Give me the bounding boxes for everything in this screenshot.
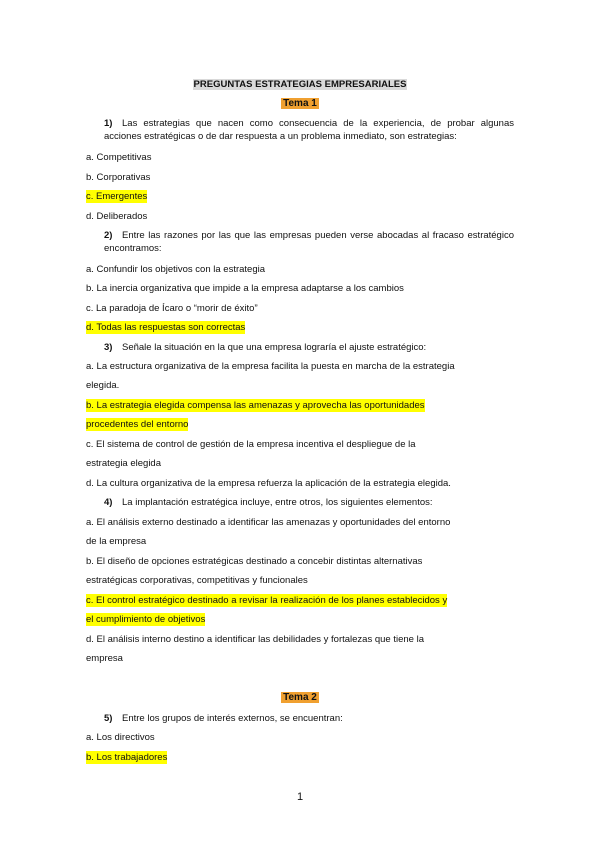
question-2 [104,229,514,255]
section-heading-tema-1: Tema 1 [283,98,317,109]
answer-option-correct: c. Emergentes [86,191,148,202]
answer-option-correct: b. La estrategia elegida compensa las amenazas y aprovecha las oportunidades [86,400,425,411]
question-text: Entre los grupos de interés externos, se encuentran: [122,713,343,724]
answer-option: estratégicas corporativas, competitivas y funcionales [86,575,308,586]
answer-option: a. Competitivas [86,152,152,163]
answer-option: a. El análisis externo destinado a identificar las amenazas y oportunidades del entorno [86,517,451,528]
answer-option: d. Deliberados [86,211,148,222]
answer-option: de la empresa [86,536,147,547]
answer-option: c. El sistema de control de gestión de la empresa incentiva el despliegue de la [86,439,416,450]
question-5 [104,712,514,725]
answer-option: a. Confundir los objetivos con la estrategia [86,264,266,275]
question-number: 3) [104,342,113,353]
answer-option-correct: el cumplimiento de objetivos [86,614,206,625]
answer-option: d. El análisis interno destino a identificar las debilidades y fortalezas que tiene la [86,634,424,645]
answer-option: a. La estructura organizativa de la empresa facilita la puesta en marcha de la estrategia [86,361,455,372]
question-text: Señale la situación en la que una empresa lograría el ajuste estratégico: [122,342,427,353]
page-number: 1 [296,791,304,803]
question-number: 5) [104,713,113,724]
answer-option-correct: b. Los trabajadores [86,752,168,763]
question-4 [104,496,514,509]
question-text: La implantación estratégica incluye, entre otros, los siguientes elementos: [122,497,433,508]
question-3 [104,341,514,354]
answer-option-correct: procedentes del entorno [86,419,189,430]
document-title: PREGUNTAS ESTRATEGIAS EMPRESARIALES [193,79,407,90]
answer-option: b. Corporativas [86,172,151,183]
answer-option: estrategia elegida [86,458,161,469]
answer-option: c. La paradoja de Ícaro o “morir de éxito” [86,303,258,314]
question-1 [104,117,514,143]
question-text: Entre las razones por las que las empresas pueden verse abocadas al fracaso estratégico encontramos: [104,230,514,254]
answer-option-correct: d. Todas las respuestas son correctas [86,322,246,333]
question-number: 4) [104,497,113,508]
answer-option: a. Los directivos [86,732,155,743]
answer-option: b. La inercia organizativa que impide a la empresa adaptarse a los cambios [86,283,404,294]
answer-option: b. El diseño de opciones estratégicas destinado a concebir distintas alternativas [86,556,423,567]
question-text: Las estrategias que nacen como consecuencia de la experiencia, de probar algunas acciones estratégicas o de dar respuesta a un problema inmediato, son estrategias: [104,118,514,142]
answer-option: empresa [86,653,123,664]
section-heading-tema-2: Tema 2 [283,692,317,703]
answer-option-correct: c. El control estratégico destinado a revisar la realización de los planes establecidos y [86,595,448,606]
question-number: 2) [104,230,113,241]
question-number: 1) [104,118,113,129]
answer-option: d. La cultura organizativa de la empresa refuerza la aplicación de la estrategia elegida. [86,478,451,489]
answer-option: elegida. [86,380,120,391]
